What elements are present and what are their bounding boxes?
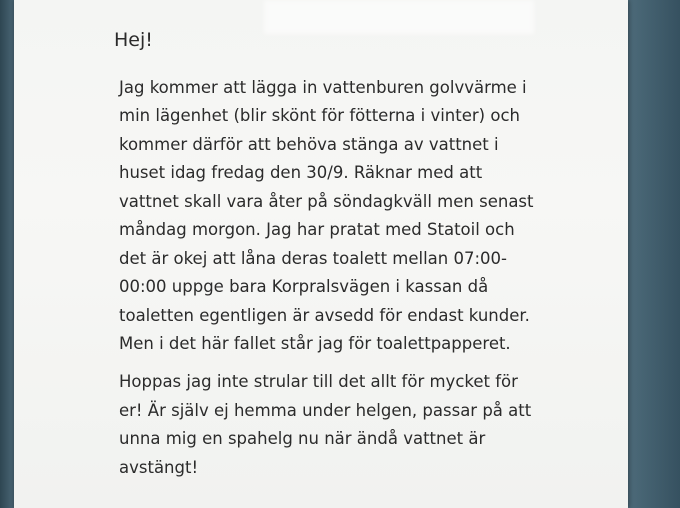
greeting: Hej! [114,29,153,51]
paragraph1-line: min lägenhet (blir skönt för fötterna i vinter) och [119,106,520,125]
paragraph1-line: Jag kommer att lägga in vattenburen golvvärme i [119,78,527,97]
paragraph2-line: avstängt! [119,458,199,477]
wall-right [628,0,680,508]
paragraph1-line: toaletten egentligen är avsedd för endast kunder. [119,306,530,325]
paragraph1-line: kommer därför att behöva stänga av vattnet i [119,135,499,154]
paragraph1-line: vattnet skall vara åter på söndagkväll men senast [119,192,534,211]
wall-left [0,0,14,508]
paragraph1-line: huset idag fredag den 30/9. Räknar med att [119,163,483,182]
paragraph1-line: måndag morgon. Jag har pratat med Statoil och [119,220,515,239]
paragraph2-line: Hoppas jag inte strular till det allt för mycket för [119,372,518,391]
paragraph1-line: 00:00 uppge bara Korpralsvägen i kassan då [119,277,489,296]
paragraph2-line: unna mig en spahelg nu när ändå vattnet är [119,429,486,448]
paragraph1-line: det är okej att låna deras toalett mellan 07:00- [119,249,507,268]
paragraph2-line: er! Är själv ej hemma under helgen, passar på att [119,401,532,420]
tape-strip [264,0,534,34]
paragraph1-line: Men i det här fallet står jag för toalettpapperet. [119,334,511,353]
